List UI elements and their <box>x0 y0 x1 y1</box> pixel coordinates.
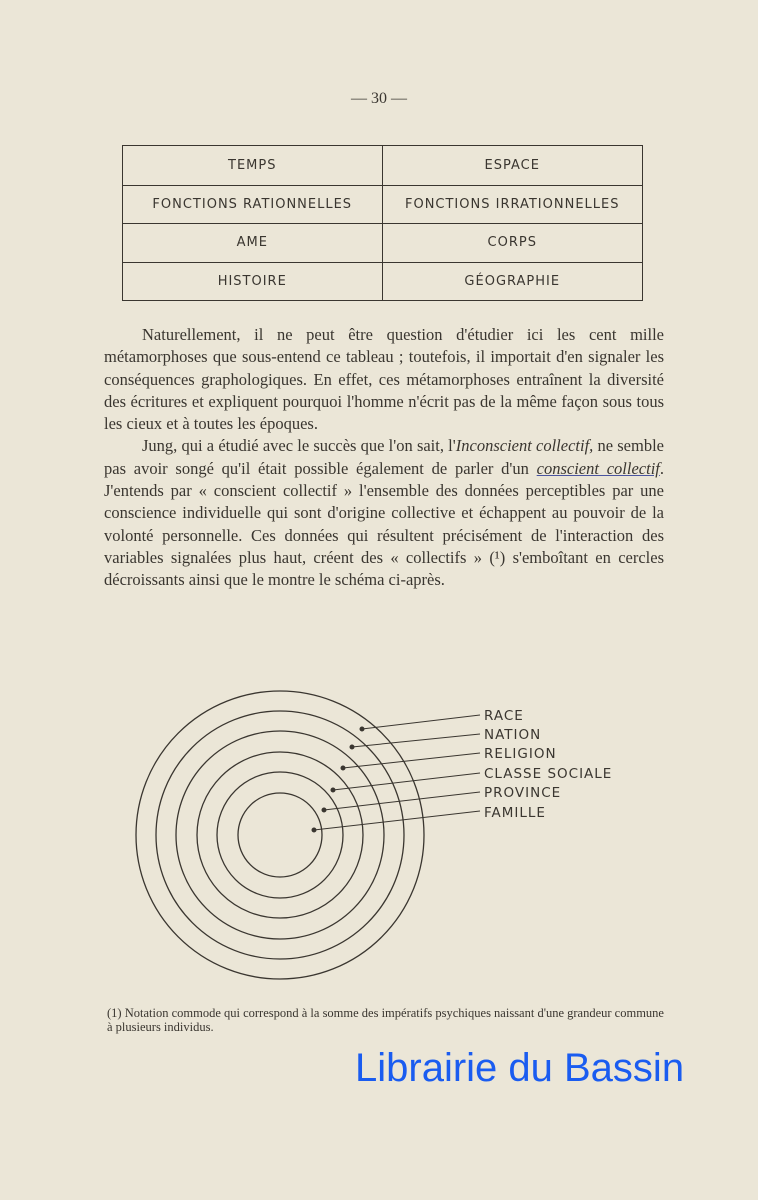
circle-nation <box>156 711 404 959</box>
circle-classe-sociale <box>197 752 363 918</box>
table-cell: CORPS <box>383 223 643 262</box>
table-cell: FONCTIONS IRRATIONNELLES <box>383 185 643 224</box>
table-cell: ESPACE <box>484 157 540 173</box>
text: Jung, qui a étudié avec le succès que l'on sait, l' <box>142 436 456 456</box>
italic-text: Inconscient collectif, <box>455 436 594 456</box>
table-cell: FONCTIONS RATIONNELLES <box>123 185 383 224</box>
label-province: PROVINCE <box>484 785 562 801</box>
circle-race <box>136 691 424 979</box>
body-text <box>104 324 664 592</box>
footnote: (1) Notation commode qui correspond à la somme des impératifs psychiques naissant d'une grandeur commune à plusieurs individus. <box>107 1006 664 1034</box>
table-cell: GÉOGRAPHIE <box>383 262 643 301</box>
text: ne semble pas avoir songé qu'il était possible également de parler d'un <box>104 436 665 478</box>
paragraph: Naturellement, il ne peut être question d'étudier ici les cent mille métamorphoses que sous-entend ce tableau ; toutefois, il importait d'en signaler les conséquences graphologiques. En effet, ces métamorphoses entraînent la diversité des écritures et expliquent pourquoi l'homme n'écrit pas de la même façon sous tous les cieux et à toutes les époques. <box>104 325 664 434</box>
label-race: RACE <box>484 708 524 724</box>
table-cell: AME <box>123 223 383 262</box>
label-religion: RELIGION <box>484 746 557 762</box>
watermark: Librairie du Bassin <box>355 1046 685 1090</box>
correspondence-table <box>122 145 643 301</box>
paragraph <box>104 435 664 591</box>
leader-dot <box>312 828 316 832</box>
label-classe-sociale: CLASSE SOCIALE <box>484 766 613 782</box>
leader-dot <box>360 727 364 731</box>
underlined-italic-text: conscient collectif <box>536 458 660 478</box>
leader-dot <box>341 766 345 770</box>
leader-dot <box>322 808 326 812</box>
leader-line <box>352 734 480 747</box>
leader-dot <box>331 788 335 792</box>
circle-province <box>217 772 343 898</box>
leader-line <box>362 715 480 729</box>
table-cell: HISTOIRE <box>123 262 383 301</box>
page-number: — 30 — <box>351 90 407 107</box>
circle-religion <box>176 731 384 939</box>
leader-line <box>333 773 480 790</box>
leader-line <box>324 792 480 810</box>
circle-famille <box>238 793 322 877</box>
leader-dot <box>350 745 354 749</box>
label-nation: NATION <box>484 727 542 743</box>
label-famille: FAMILLE <box>484 805 546 821</box>
text: . J'entends par « conscient collectif » l'ensemble des données perceptibles par une conscience individuelle qui sont d'origine collective et échappent au pouvoir de la volonté personnelle. Ces données qui résultent précisément de l'interaction des variables signalées plus haut, créent des « collectifs » (¹) s'emboîtant en cercles décroissants ainsi que le montre le schéma ci-après. <box>104 458 664 590</box>
table-cell: TEMPS <box>123 146 383 185</box>
leader-line <box>343 753 480 768</box>
concentric-circles-diagram <box>0 680 758 990</box>
